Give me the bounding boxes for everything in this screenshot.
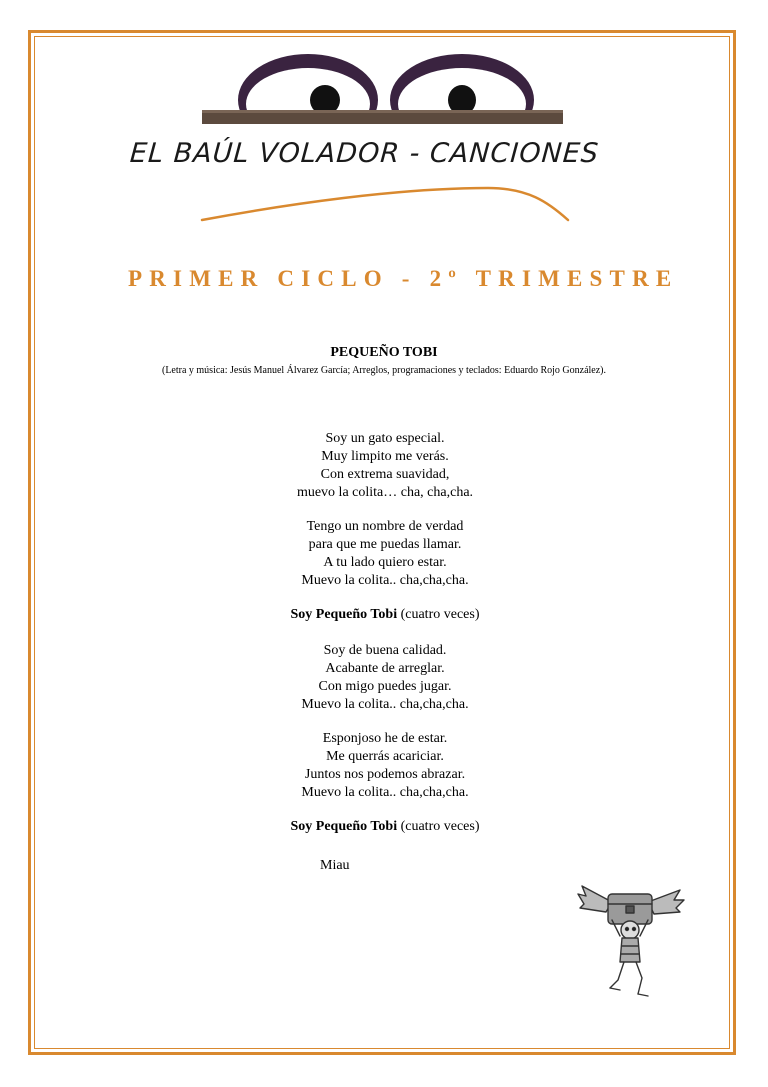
brand-title: EL BAÚL VOLADOR - CANCIONES <box>128 138 601 169</box>
lyric-line: Juntos nos podemos abrazar. <box>304 767 466 782</box>
stanza-4 <box>280 730 490 802</box>
lyric-line: Muy limpito me verás. <box>321 449 449 464</box>
lyric-line: A tu lado quiero estar. <box>323 555 447 570</box>
song-ending: Miau <box>320 858 350 873</box>
stanza-1 <box>280 430 490 502</box>
lyric-line: Esponjoso he de estar. <box>322 731 448 746</box>
chorus-1 <box>280 606 490 624</box>
lyric-line: Tengo un nombre de verdad <box>306 519 464 534</box>
lyric-line: Muevo la colita.. cha,cha,cha. <box>301 785 469 800</box>
chorus-note: (cuatro veces) <box>397 819 480 834</box>
song-credits: (Letra y música: Jesús Manuel Álvarez García; Arreglos, programaciones y teclados: Eduardo Rojo González). <box>161 365 606 376</box>
lyrics <box>280 430 490 854</box>
cycle-title: PRIMER CICLO - 2º TRIMESTRE <box>128 266 679 291</box>
chorus-2 <box>280 818 490 836</box>
song-title: PEQUEÑO TOBI <box>330 345 438 360</box>
lyric-line: para que me puedas llamar. <box>308 537 462 552</box>
stanza-3 <box>280 642 490 714</box>
lyric-line: Acabante de arreglar. <box>325 661 445 676</box>
lyric-line: Soy de buena calidad. <box>323 643 447 658</box>
lyric-line: Muevo la colita.. cha,cha,cha. <box>301 573 469 588</box>
lyric-line: muevo la colita… cha, cha,cha. <box>296 485 474 500</box>
lyric-line: Soy un gato especial. <box>325 431 445 446</box>
lyric-line: Con extrema suavidad, <box>320 467 450 482</box>
chorus-note: (cuatro veces) <box>397 607 480 622</box>
swoosh-decoration <box>198 180 573 228</box>
peeking-eyes-logo-icon <box>200 42 565 130</box>
lyric-line: Me querrás acariciar. <box>326 749 444 764</box>
chorus-bold: Soy Pequeño Tobi <box>290 607 398 622</box>
chorus-bold: Soy Pequeño Tobi <box>290 819 398 834</box>
lyric-line: Muevo la colita.. cha,cha,cha. <box>301 697 469 712</box>
winged-trunk-character-icon <box>576 880 688 1000</box>
stanza-2 <box>280 518 490 590</box>
lyric-line: Con migo puedes jugar. <box>318 679 452 694</box>
